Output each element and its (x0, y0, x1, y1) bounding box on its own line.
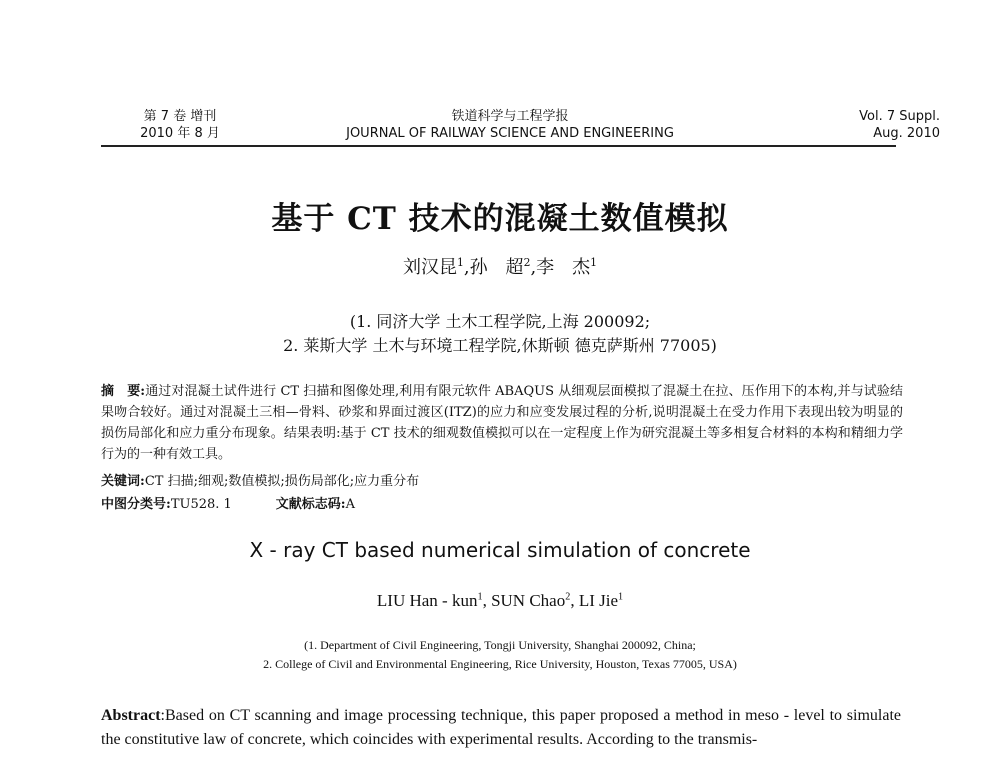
header-rule (101, 145, 896, 147)
paper-title-cn: 基于 CT 技术的混凝土数值模拟 (271, 201, 729, 237)
abstract-cn (101, 381, 903, 465)
header-volume-date-en (740, 108, 940, 142)
clc-label: 中图分类号: (101, 497, 171, 512)
author-affiliation-mark: 1 (590, 256, 598, 269)
classification-cn (101, 493, 355, 512)
header-volume-en: Vol. 7 Suppl. (859, 109, 940, 124)
author-list-en: LIU Han - kun$^1$, SUN Chao$^2$, LI Jie$^1$ (376, 591, 624, 610)
abstract-en (101, 704, 901, 752)
author-affiliation-mark: 1 (477, 591, 483, 603)
author-name: LI Jie (578, 591, 618, 610)
author-name: 李 杰 (536, 257, 591, 278)
keywords-cn (101, 470, 419, 489)
affiliation-en-1: (1. Department of Civil Engineering, Tongji University, Shanghai 200092, China; (304, 638, 696, 652)
header-volume-date-cn (120, 108, 240, 142)
doc-code-label: 文献标志码: (275, 497, 346, 512)
header-journal-name (300, 108, 720, 142)
keywords-cn-text: CT 扫描;细观;数值模拟;损伤局部化;应力重分布 (144, 474, 420, 489)
affiliation-cn-2: 2. 莱斯大学 土木与环境工程学院,休斯顿 德克萨斯州 77005) (283, 336, 717, 355)
clc-value: TU528. 1 (170, 497, 232, 512)
doc-code-value: A (345, 497, 355, 512)
author-name: SUN Chao (491, 591, 566, 610)
affiliation-cn-1: (1. 同济大学 土木工程学院,上海 200092; (349, 312, 651, 331)
header-date-en: Aug. 2010 (873, 126, 940, 141)
header-journal-en: JOURNAL OF RAILWAY SCIENCE AND ENGINEERING (346, 126, 674, 141)
author-affiliation-mark: 2 (523, 256, 531, 269)
abstract-en-label: Abstract (101, 707, 161, 724)
author-affiliation-mark: 1 (456, 256, 464, 269)
author-list-cn: 刘汉昆$^1$,孙 超$^2$,李 杰$^1$ (402, 256, 598, 278)
abstract-cn-text: 通过对混凝土试件进行 CT 扫描和图像处理,利用有限元软件 ABAQUS 从细观层面模拟了混凝土在拉、压作用下的本构,并与试验结果吻合较好。通过对混凝土三相—骨料、砂浆和界面过渡区(ITZ)的应力和应变发展过程的分析,说明混凝土在受力作用下表现出较为明显的损伤局部化和应力重分布现象。结果表明:基于 CT 技术的细观数值模拟可以在一定程度上作为研究混凝土等多相复合材料的本构和精细力学行为的一种有效工具。 (101, 384, 903, 462)
author-name: 孙 超 (469, 257, 524, 278)
author-name: 刘汉昆 (402, 257, 457, 278)
keywords-cn-label: 关键词: (101, 474, 145, 489)
abstract-cn-label: 摘 要: (101, 384, 146, 399)
header-date-cn: 2010 年 8 月 (140, 126, 220, 141)
abstract-en-text: :Based on CT scanning and image processing technique, this paper proposed a method in meso - level to simulate the constitutive law of concrete, which coincides with experimental results. According to the transmis- (101, 707, 901, 748)
author-name: LIU Han - kun (376, 591, 478, 610)
header-journal-cn: 铁道科学与工程学报 (451, 109, 569, 124)
author-affiliation-mark: 2 (565, 591, 571, 603)
author-affiliation-mark: 1 (618, 591, 624, 603)
paper-title-en: X - ray CT based numerical simulation of concrete (249, 538, 751, 562)
affiliation-en-2: 2. College of Civil and Environmental Engineering, Rice University, Houston, Texas 77005, USA) (263, 657, 737, 671)
header-volume-cn: 第 7 卷 增刊 (143, 109, 217, 124)
